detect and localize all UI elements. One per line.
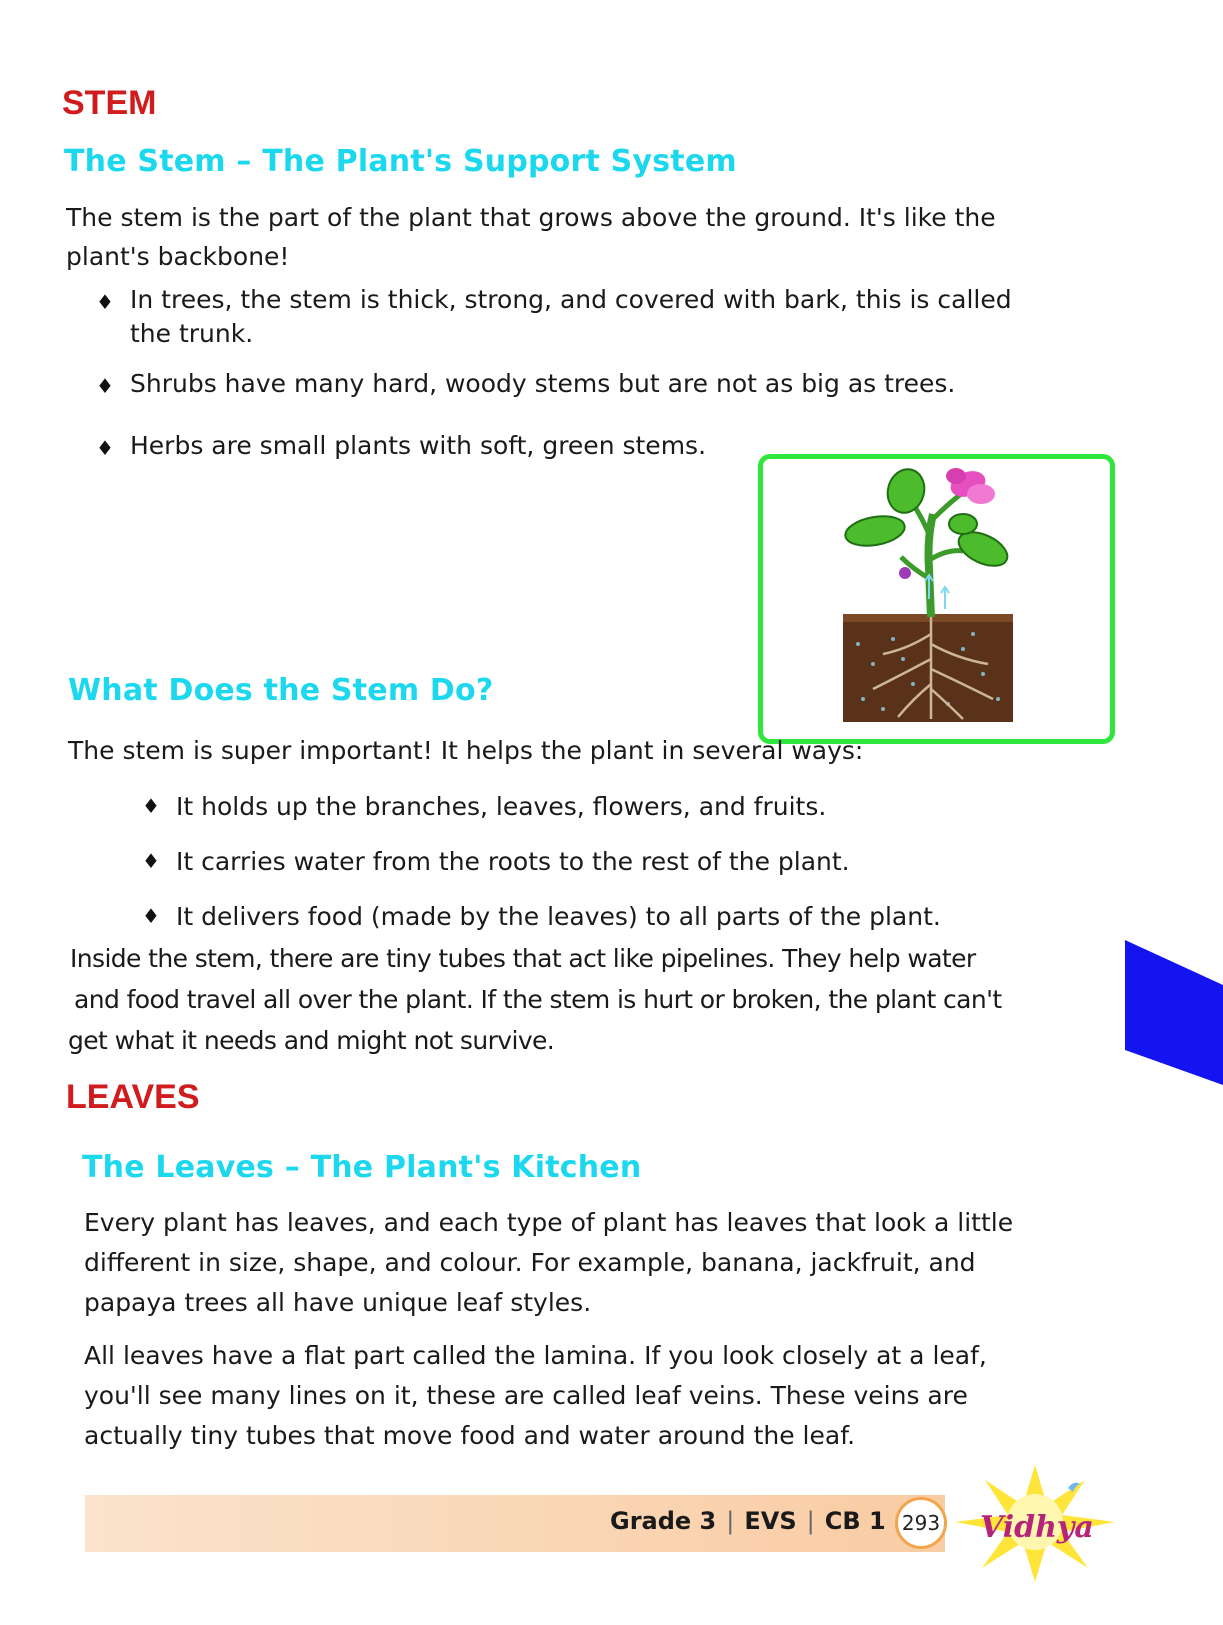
leaves-paragraph-1 — [84, 1203, 1194, 1323]
text-line: All leaves have a flat part called the lamina. If you look closely at a leaf, — [84, 1341, 987, 1370]
leaves-heading: LEAVES — [66, 1078, 200, 1116]
stem-function-bullet — [142, 842, 1042, 881]
logo-text: Vidhya — [980, 1510, 1094, 1545]
soil-block — [843, 617, 1013, 722]
text-line: Shrubs have many hard, woody stems but are not as big as trees. — [130, 369, 956, 398]
side-tab-marker — [1125, 940, 1223, 1085]
plant-illustration — [763, 459, 1110, 739]
text-line: Herbs are small plants with soft, green stems. — [130, 431, 707, 460]
leaves-paragraph-2 — [84, 1336, 1194, 1456]
plant-illustration-frame — [758, 454, 1115, 744]
text-line: the trunk. — [130, 319, 254, 348]
leaves-subheading: The Leaves – The Plant's Kitchen — [82, 1150, 642, 1185]
text-line: In trees, the stem is thick, strong, and covered with bark, this is called — [130, 285, 1012, 314]
stem-subheading: The Stem – The Plant's Support System — [64, 144, 737, 179]
stem-function-intro: The stem is super important! It helps the plant in several ways: — [68, 736, 864, 765]
stem-bullet-trees — [96, 283, 1106, 351]
stem-function-bullet — [142, 897, 1042, 936]
footer-subject: EVS — [744, 1507, 797, 1535]
text-line: get what it needs and might not survive. — [68, 1026, 555, 1055]
diamond-bullet-icon: ♦ — [142, 904, 160, 928]
diamond-bullet-icon: ♦ — [142, 794, 160, 818]
stem-bullet-shrubs — [96, 367, 1106, 406]
text-line: you'll see many lines on it, these are called leaf veins. These veins are — [84, 1381, 968, 1410]
text-line: Inside the stem, there are tiny tubes that act like pipelines. They help water — [70, 944, 976, 973]
page-number: 293 — [895, 1497, 947, 1549]
text-line: papaya trees all have unique leaf styles. — [84, 1288, 592, 1317]
footer-separator: | — [726, 1507, 735, 1535]
text-line: Every plant has leaves, and each type of plant has leaves that look a little — [84, 1208, 1014, 1237]
text-line: plant's backbone! — [66, 242, 290, 271]
diamond-bullet-icon: ♦ — [96, 290, 114, 314]
diamond-bullet-icon: ♦ — [96, 374, 114, 398]
text-line: It delivers food (made by the leaves) to all parts of the plant. — [176, 902, 941, 931]
text-line: It carries water from the roots to the rest of the plant. — [176, 847, 850, 876]
text-line: different in size, shape, and colour. For example, banana, jackfruit, and — [84, 1248, 976, 1277]
diamond-bullet-icon: ♦ — [96, 436, 114, 460]
footer-separator: | — [806, 1507, 815, 1535]
text-line: actually tiny tubes that move food and water around the leaf. — [84, 1421, 856, 1450]
footer-grade: Grade 3 — [610, 1507, 717, 1535]
bud — [899, 567, 911, 579]
stem-heading: STEM — [62, 84, 157, 122]
text-line: and food travel all over the plant. If the stem is hurt or broken, the plant can't — [74, 985, 1002, 1014]
diamond-bullet-icon: ♦ — [142, 849, 160, 873]
stem-function-paragraph — [70, 938, 1130, 1061]
stem-function-heading: What Does the Stem Do? — [68, 673, 494, 708]
footer-book: CB 1 — [824, 1507, 886, 1535]
footer-label — [610, 1507, 886, 1535]
stem-intro — [66, 198, 1166, 276]
stem-bullet-herbs — [96, 429, 796, 468]
stem-function-bullet — [142, 787, 1042, 826]
vidhya-logo — [950, 1460, 1120, 1585]
text-line: The stem is the part of the plant that grows above the ground. It's like the — [66, 203, 996, 232]
text-line: It holds up the branches, leaves, flowers, and fruits. — [176, 792, 827, 821]
